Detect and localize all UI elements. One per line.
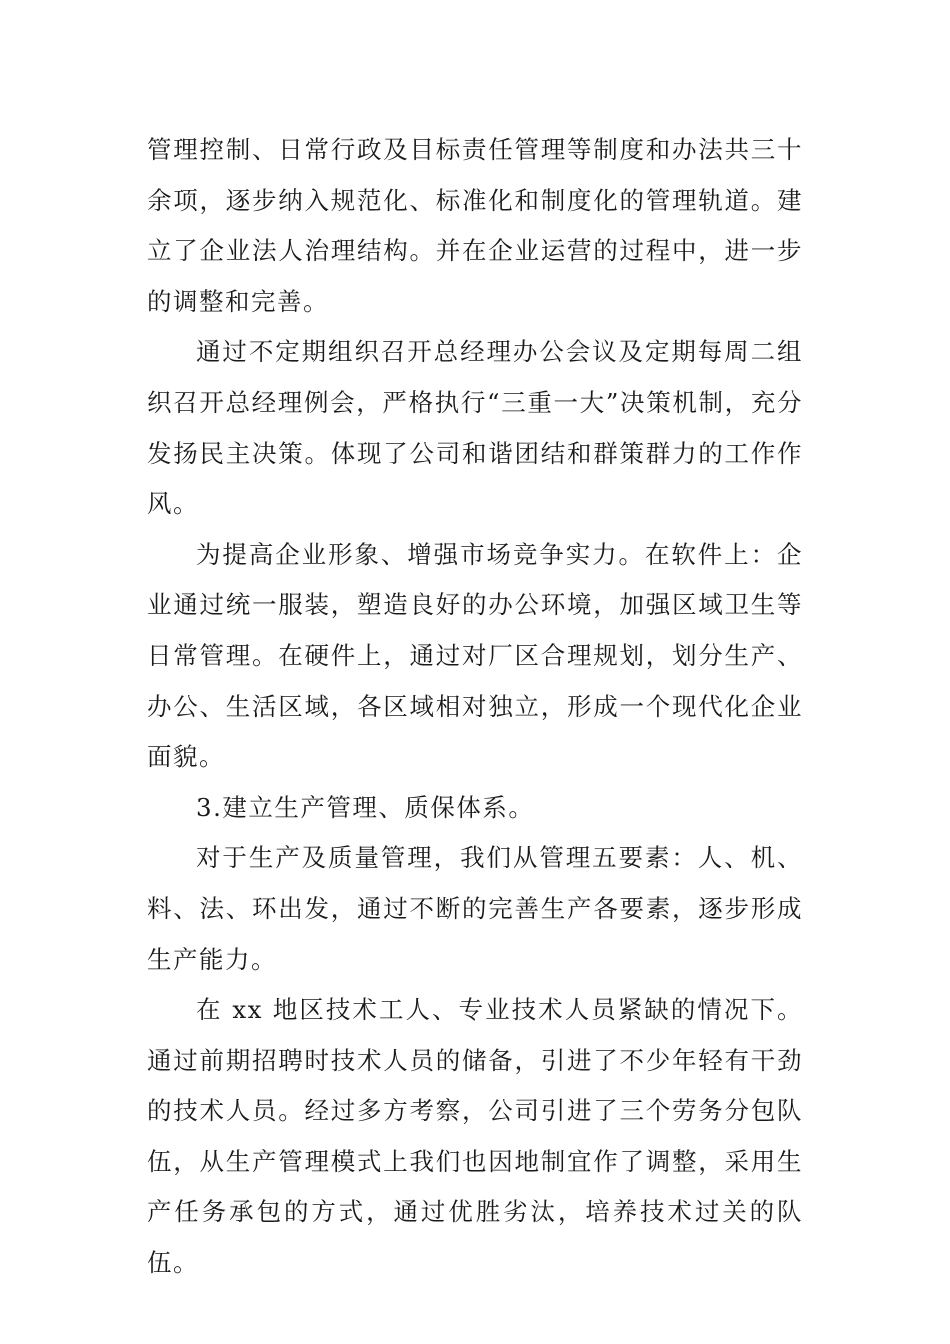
paragraph-technical-staff: 在 xx 地区技术工人、专业技术人员紧缺的情况下。通过前期招聘时技术人员的储备，引进了不少年轻有干劲的技术人员。经过多方考察，公司引进了三个劳务分包队伍，从生产管理模式上我们也因地制宜作了调整，采用生产任务承包的方式，通过优胜劣汰，培养技术过关的队伍。: [147, 995, 803, 1278]
section-heading-production-quality: 3.建立生产管理、质保体系。: [196, 792, 535, 822]
paragraph-management-system: 管理控制、日常行政及目标责任管理等制度和办法共三十余项，逐步纳入规范化、标准化和制度化的管理轨道。建立了企业法人治理结构。并在企业运营的过程中，进一步的调整和完善。: [147, 135, 803, 316]
paragraph-five-elements: 对于生产及质量管理，我们从管理五要素：人、机、料、法、环出发，通过不断的完善生产各要素，逐步形成生产能力。: [147, 843, 803, 974]
document-body: [147, 125, 803, 1289]
paragraph-corporate-image: 为提高企业形象、增强市场竞争实力。在软件上：企业通过统一服装，塑造良好的办公环境，加强区域卫生等日常管理。在硬件上，通过对厂区合理规划，划分生产、办公、生活区域，各区域相对独立，形成一个现代化企业面貌。: [147, 539, 803, 772]
paragraph-meetings: 通过不定期组织召开总经理办公会议及定期每周二组织召开总经理例会，严格执行“三重一大”决策机制，充分发扬民主决策。体现了公司和谐团结和群策群力的工作作风。: [147, 337, 803, 519]
